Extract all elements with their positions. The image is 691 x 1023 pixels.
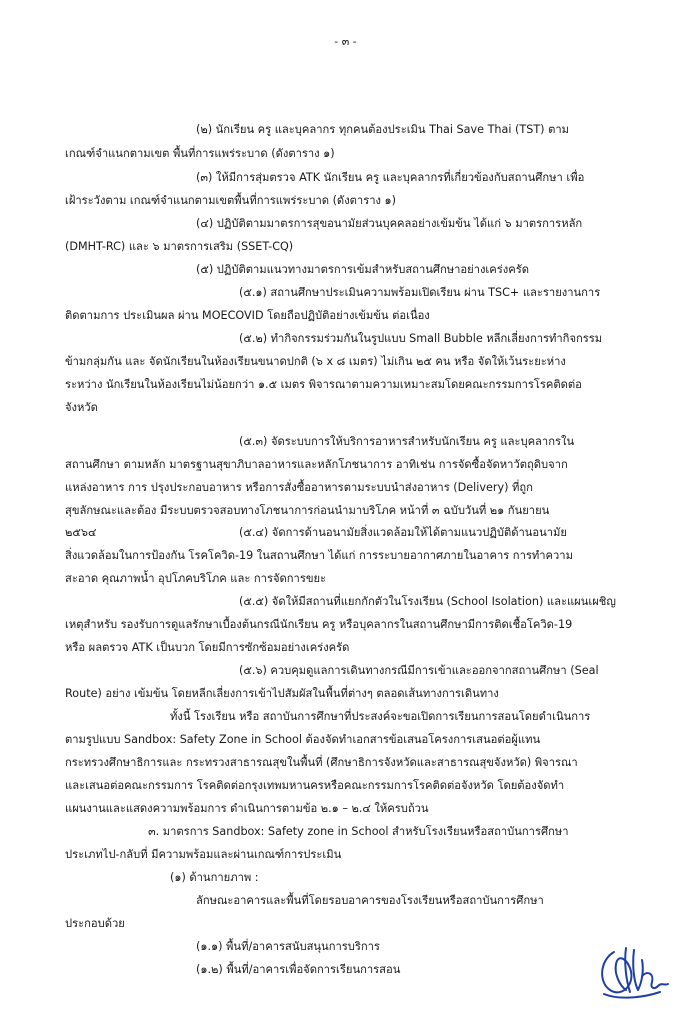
page-number: - ๓ - [334, 35, 357, 48]
text-line: (๓) ให้มีการสุ่มตรวจ ATK นักเรียน ครู และบุคลากรที่เกี่ยวข้องกับสถานศึกษา เพื่อ [196, 171, 585, 184]
signature-image [596, 940, 678, 1002]
text-line: (๒) นักเรียน ครู และบุคลากร ทุกคนต้องประเมิน Thai Save Thai (TST) ตาม [196, 123, 569, 136]
text-line: (๕.๒) ทำกิจกรรมร่วมกันในรูปแบบ Small Bubble หลีกเลี่ยงการทำกิจกรรม [239, 332, 603, 345]
text-line: (๕.๕) จัดให้มีสถานที่แยกกักตัวในโรงเรียน (School Isolation) และแผนเผชิญ [239, 595, 616, 608]
text-line: ๒๕๖๔ [65, 526, 97, 539]
text-line: (๑.๒) พื้นที่/อาคารเพื่อจัดการเรียนการสอน [196, 963, 401, 976]
text-line: จังหวัด [65, 401, 98, 414]
text-line: (๕.๖) ควบคุมดูแลการเดินทางกรณีมีการเข้าและออกจากสถานศึกษา (Seal [239, 664, 599, 677]
text-line: สิ่งแวดล้อมในการป้องกัน โรคโควิด-19 ในสถานศึกษา ได้แก่ การระบายอากาศภายในอาคาร การทำความ [65, 549, 573, 562]
text-line: สะอาด คุณภาพน้ำ อุปโภคบริโภค และ การจัดการขยะ [65, 572, 327, 585]
text-line: (๔) ปฏิบัติตามมาตรการสุขอนามัยส่วนบุคคลอย่างเข้มข้น ได้แก่ ๖ มาตรการหลัก [196, 217, 583, 230]
text-line: เฝ้าระวังตาม เกณฑ์จำแนกตามเขตพื้นที่การแพร่ระบาด (ดังตาราง ๑) [65, 194, 396, 207]
text-line: สุขลักษณะและต้อง มีระบบตรวจสอบทางโภชนาการก่อนนำมาบริโภค หน้าที่ ๓ ฉบับวันที่ ๒๑ กันยายน [65, 504, 550, 517]
text-line: (DMHT-RC) และ ๖ มาตรการเสริม (SSET-CQ) [65, 240, 294, 253]
text-line: (๕.๓) จัดระบบการให้บริการอาหารสำหรับนักเรียน ครู และบุคลากรใน [239, 435, 575, 448]
text-line: หรือ ผลตรวจ ATK เป็นบวก โดยมีการซักซ้อมอย่างเคร่งครัด [65, 641, 350, 654]
text-line: กระทรวงศึกษาธิการและ กระทรวงสาธารณสุขในพื้นที่ (ศึกษาธิการจังหวัดและสาธารณสุขจังหวัด) พิจารณา [65, 756, 578, 769]
text-line: (๑.๑) พื้นที่/อาคารสนับสนุนการบริการ [196, 940, 380, 953]
text-line: แหล่งอาหาร การ ปรุงประกอบอาหาร หรือการสั่งซื้ออาหารตามระบบนำส่งอาหาร (Delivery) ที่ถูก [65, 481, 533, 494]
text-line: (๑) ด้านกายภาพ : [170, 871, 259, 884]
text-line: (๕.๑) สถานศึกษาประเมินความพร้อมเปิดเรียน ผ่าน TSC+ และรายงานการ [239, 286, 601, 299]
text-line: เหตุสำหรับ รองรับการดูแลรักษาเบื้องต้นกรณีนักเรียน ครู หรือบุคลากรในสถานศึกษามีการติดเชื้อโควิด-19 [65, 618, 573, 631]
text-line: และเสนอต่อคณะกรรมการ โรคติดต่อกรุงเทพมหานครหรือคณะกรรมการโรคติดต่อจังหวัด โดยต้องจัดทำ [65, 779, 565, 792]
text-line: (๕) ปฏิบัติตามแนวทางมาตรการเข้มสำหรับสถานศึกษาอย่างเคร่งครัด [196, 263, 529, 276]
text-line: ทั้งนี้ โรงเรียน หรือ สถาบันการศึกษาที่ประสงค์จะขอเปิดการเรียนการสอนโดยดำเนินการ [170, 710, 591, 723]
text-line: Route) อย่าง เข้มข้น โดยหลีกเลี่ยงการเข้าไปสัมผัสในพื้นที่ต่างๆ ตลอดเส้นทางการเดินทาง [65, 687, 499, 700]
text-line: ๓. มาตรการ Sandbox: Safety zone in School สำหรับโรงเรียนหรือสถาบันการศึกษา [148, 825, 569, 838]
text-line: สถานศึกษา ตามหลัก มาตรฐานสุขาภิบาลอาหารและหลักโภชนาการ อาทิเช่น การจัดซื้อจัดหาวัตถุดิบจาก [65, 458, 568, 471]
text-line: (๕.๔) จัดการด้านอนามัยสิ่งแวดล้อมให้ได้ตามแนวปฏิบัติด้านอนามัย [239, 526, 567, 539]
text-line: ลักษณะอาคารและพื้นที่โดยรอบอาคารของโรงเรียนหรือสถาบันการศึกษา [196, 894, 544, 907]
text-line: ระหว่าง นักเรียนในห้องเรียนไม่น้อยกว่า ๑.๕ เมตร พิจารณาตามความเหมาะสมโดยคณะกรรมการโรคติดต่อ [65, 378, 582, 391]
text-line: แผนงานและแสดงความพร้อมการ ดำเนินการตามข้อ ๒.๑ – ๒.๔ ให้ครบถ้วน [65, 802, 429, 815]
text-line: เกณฑ์จำแนกตามเขต พื้นที่การแพร่ระบาด (ดังตาราง ๑) [65, 147, 335, 160]
text-line: ตามรูปแบบ Sandbox: Safety Zone in School ต้องจัดทำเอกสารข้อเสนอโครงการเสนอต่อผู้แทน [65, 733, 541, 746]
text-line: ประกอบด้วย [65, 917, 125, 930]
text-line: ข้ามกลุ่มกัน และ จัดนักเรียนในห้องเรียนขนาดปกติ (๖ x ๘ เมตร) ไม่เกิน ๒๕ คน หรือ จัดให้เว้นระยะห่าง [65, 355, 566, 368]
text-line: ประเภทไป-กลับที่ มีความพร้อมและผ่านเกณฑ์การประเมิน [65, 848, 342, 861]
text-line: ติดตามการ ประเมินผล ผ่าน MOECOVID โดยถือปฏิบัติอย่างเข้มข้น ต่อเนื่อง [65, 309, 430, 322]
